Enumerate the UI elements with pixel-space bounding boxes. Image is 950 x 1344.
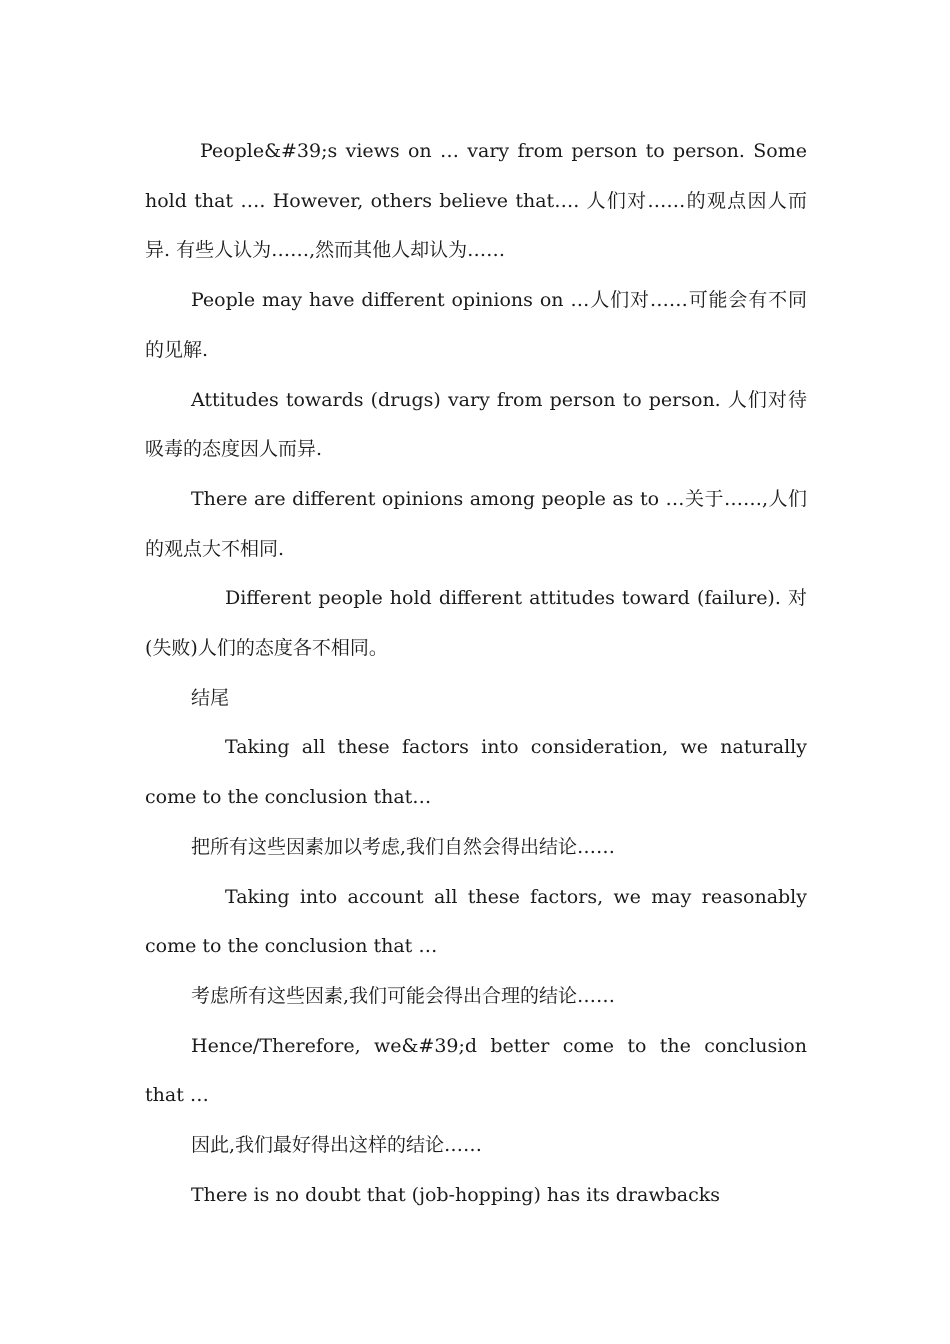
paragraph-hence-therefore: Hence/Therefore, we&#39;d better come to the conclusion that …	[145, 1034, 807, 1107]
paragraph-taking-into-account: Taking into account all these factors, we may reasonably come to the conclusion that …	[145, 885, 807, 958]
paragraph-opinions-among-people: There are different opinions among people as to …关于……,人们的观点大不相同.	[145, 487, 807, 560]
paragraph-no-doubt: There is no doubt that (job-hopping) has its drawbacks	[191, 1183, 720, 1206]
paragraph-different-opinions: People may have different opinions on …人们对……可能会有不同的见解.	[145, 289, 807, 361]
paragraph-taking-factors-cn: 把所有这些因素加以考虑,我们自然会得出结论……	[191, 835, 616, 858]
document-body	[145, 127, 807, 1220]
paragraph-attitudes-failure: Different people hold different attitudes toward (failure). 对(失败)人们的态度各不相同。	[145, 587, 807, 660]
paragraph-taking-into-account-cn: 考虑所有这些因素,我们可能会得出合理的结论……	[191, 984, 616, 1007]
paragraph-attitudes-drugs: Attitudes towards (drugs) vary from person to person. 人们对待吸毒的态度因人而异.	[145, 388, 807, 461]
paragraph-hence-therefore-cn: 因此,我们最好得出这样的结论……	[191, 1134, 483, 1157]
section-heading-ending: 结尾	[191, 686, 230, 709]
paragraph-taking-factors: Taking all these factors into consideration, we naturally come to the conclusion that…	[145, 736, 807, 809]
paragraph-views-vary: People&#39;s views on … vary from person to person. Some hold that …. However, others believe that…. 人们对……的观点因人而异. 有些人认为……,然而其他人却认为……	[145, 140, 807, 262]
